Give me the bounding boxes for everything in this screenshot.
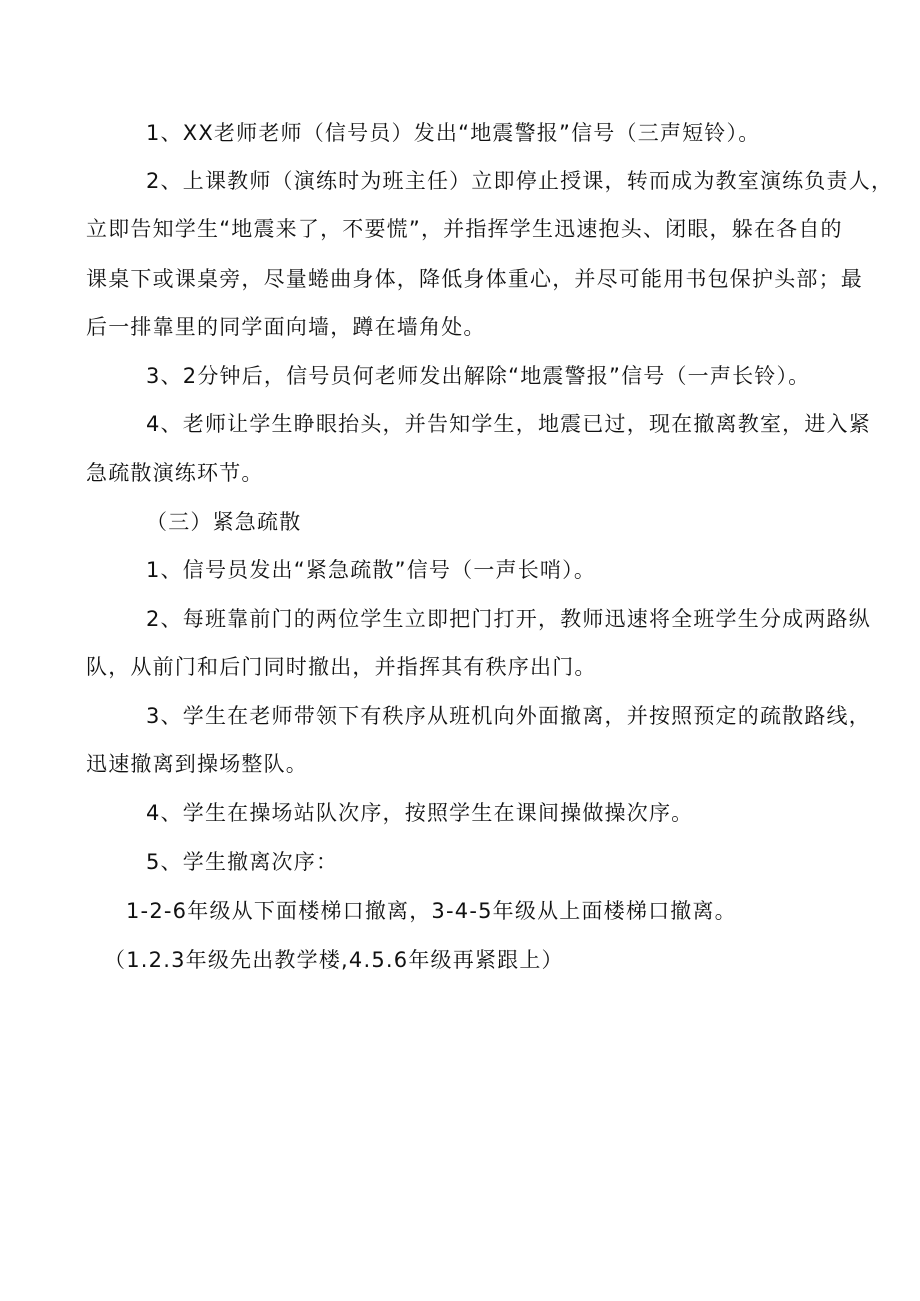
paragraph-4-line-1: 4、老师让学生睁眼抬头，并告知学生，地震已过，现在撤离教室，进入紧 <box>146 412 871 436</box>
paragraph-2-line-2: 立即告知学生“地震来了，不要慌”，并指挥学生迅速抱头、闭眼，躲在各自的 <box>86 217 843 241</box>
paragraph-2-line-1: 2、上课教师（演练时为班主任）立即停止授课，转而成为教室演练负责人， <box>146 169 894 193</box>
step-4: 4、学生在操场站队次序，按照学生在课间操做操次序。 <box>146 801 694 825</box>
paragraph-2-line-4: 后一排靠里的同学面向墙，蹲在墙角处。 <box>86 315 486 339</box>
step-2-line-1: 2、每班靠前门的两位学生立即把门打开，教师迅速将全班学生分成两路纵 <box>146 607 871 631</box>
paragraph-4-line-2: 急疏散演练环节。 <box>86 461 264 485</box>
section-heading: （三）紧急疏散 <box>146 510 302 534</box>
paragraph-1: 1、XX老师老师（信号员）发出“地震警报”信号（三声短铃）。 <box>146 121 761 145</box>
evacuation-note: （1.2.3年级先出教学楼,4.5.6年级再紧跟上） <box>104 948 564 972</box>
step-3-line-1: 3、学生在老师带领下有秩序从班机向外面撤离，并按照预定的疏散路线， <box>146 704 871 728</box>
step-2-line-2: 队，从前门和后门同时撤出，并指挥其有秩序出门。 <box>86 655 597 679</box>
evacuation-order: 1-2-6年级从下面楼梯口撤离，3-4-5年级从上面楼梯口撤离。 <box>126 899 737 923</box>
step-1: 1、信号员发出“紧急疏散”信号（一声长哨）。 <box>146 558 597 582</box>
paragraph-2-line-3: 课桌下或课桌旁，尽量蜷曲身体，降低身体重心，并尽可能用书包保护头部；最 <box>86 267 863 291</box>
step-3-line-2: 迅速撤离到操场整队。 <box>86 752 308 776</box>
step-5: 5、学生撤离次序： <box>146 850 339 874</box>
paragraph-3: 3、2分钟后，信号员何老师发出解除“地震警报”信号（一声长铃）。 <box>146 364 811 388</box>
